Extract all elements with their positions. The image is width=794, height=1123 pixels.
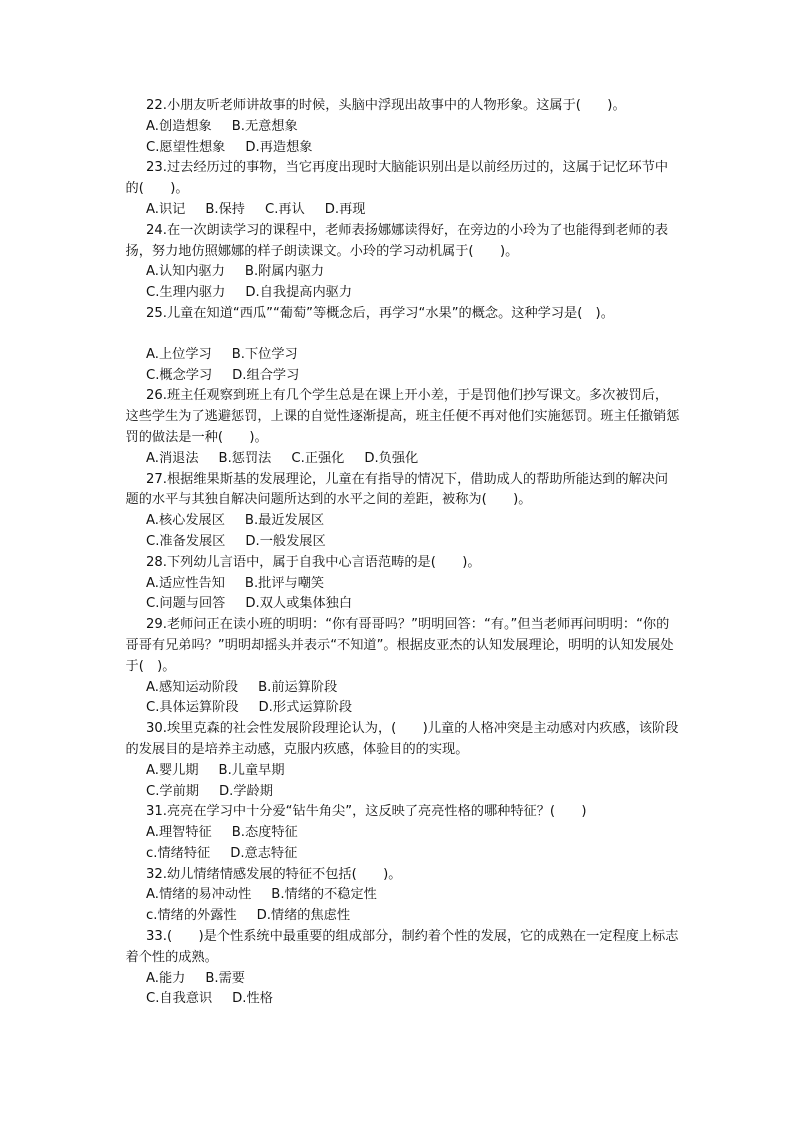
option-c: C.再认 bbox=[264, 201, 305, 217]
question-stem: 29.老师问正在读小班的明明：“你有哥哥吗？”明明回答：“有。”但当老师再问明明：“你的哥哥有兄弟吗？”明明却摇头并表示“不知道”。根据皮亚杰的认知发展理论，明明的认知发展处于( )。 bbox=[125, 617, 674, 674]
option-b: B.惩罚法 bbox=[218, 450, 272, 466]
question-stem: 25.儿童在知道“西瓜”“葡萄”等概念后，再学习“水果”的概念。这种学习是( )。 bbox=[146, 305, 614, 321]
option-a: A.认知内驱力 bbox=[146, 264, 225, 280]
option-d: D.一般发展区 bbox=[245, 533, 326, 549]
question-stem: 31.亮亮在学习中十分爱“钻牛角尖”，这反映了亮亮性格的哪种特征？( ) bbox=[146, 804, 587, 820]
question-stem: 23.过去经历过的事物，当它再度出现时大脑能识别出是以前经历过的，这属于记忆环节中的( )。 bbox=[125, 160, 669, 197]
question-31 bbox=[146, 802, 681, 864]
option-a: A.核心发展区 bbox=[146, 513, 225, 529]
option-row bbox=[146, 844, 681, 865]
option-row bbox=[146, 969, 681, 990]
option-c: C.自我意识 bbox=[146, 991, 213, 1007]
option-row bbox=[146, 678, 681, 699]
option-row bbox=[146, 823, 681, 844]
option-d: D.意志特征 bbox=[230, 845, 298, 861]
option-c: C.学前期 bbox=[146, 783, 199, 799]
option-a: A.识记 bbox=[146, 201, 186, 217]
blank-line bbox=[146, 325, 681, 345]
option-c: C.愿望性想象 bbox=[146, 139, 226, 155]
question-list bbox=[125, 96, 681, 1010]
option-c: C.生理内驱力 bbox=[146, 285, 226, 301]
option-d: D.学龄期 bbox=[218, 783, 273, 799]
option-row bbox=[146, 449, 681, 470]
question-stem: 22.小朋友听老师讲故事的时候，头脑中浮现出故事中的人物形象。这属于( )。 bbox=[146, 98, 626, 113]
option-d: D.组合学习 bbox=[232, 367, 300, 383]
option-row bbox=[146, 906, 681, 927]
option-d: D.情绪的焦虑性 bbox=[256, 908, 351, 924]
option-row bbox=[146, 594, 681, 615]
question-25 bbox=[146, 304, 681, 386]
option-a: A.婴儿期 bbox=[146, 762, 199, 778]
question-27 bbox=[125, 470, 681, 553]
option-c: c.情绪的外露性 bbox=[146, 908, 237, 924]
question-26 bbox=[125, 386, 681, 469]
option-b: B.附属内驱力 bbox=[244, 264, 325, 280]
option-b: B.情绪的不稳定性 bbox=[271, 887, 377, 903]
question-stem: 27.根据维果斯基的发展理论，儿童在有指导的情况下，借助成人的帮助所能达到的解决问题的水平与其独自解决问题所达到的水平之间的差距，被称为( )。 bbox=[125, 471, 669, 508]
question-23 bbox=[125, 158, 681, 220]
option-row bbox=[146, 989, 681, 1010]
option-b: B.下位学习 bbox=[231, 346, 298, 362]
question-29 bbox=[125, 615, 681, 719]
question-stem: 33.( )是个性系统中最重要的组成部分，制约着个性的发展，它的成熟在一定程度上标志着个性的成熟。 bbox=[125, 929, 679, 965]
option-row bbox=[146, 532, 681, 553]
option-row bbox=[146, 262, 681, 283]
option-b: B.儿童早期 bbox=[218, 762, 285, 778]
option-b: B.保持 bbox=[205, 201, 245, 217]
option-d: D.再造想象 bbox=[245, 139, 313, 155]
option-d: D.性格 bbox=[232, 991, 273, 1007]
option-c: c.情绪特征 bbox=[146, 845, 211, 861]
option-b: B.最近发展区 bbox=[244, 513, 325, 529]
option-a: A.情绪的易冲动性 bbox=[146, 887, 252, 903]
question-28 bbox=[146, 553, 681, 615]
option-d: D.负强化 bbox=[364, 450, 419, 466]
question-stem: 30.埃里克森的社会性发展阶段理论认为，( )儿童的人格冲突是主动感对内疚感，该阶段的发展目的是培养主动感，克服内疚感，体验目的的实现。 bbox=[125, 721, 679, 757]
option-row bbox=[146, 117, 681, 138]
question-stem: 32.幼儿情绪情感发展的特征不包括( )。 bbox=[146, 866, 402, 882]
option-a: A.能力 bbox=[146, 970, 186, 986]
option-row bbox=[146, 885, 681, 906]
option-a: A.感知运动阶段 bbox=[146, 679, 239, 695]
option-a: A.创造想象 bbox=[146, 118, 212, 134]
option-b: B.需要 bbox=[205, 970, 245, 986]
option-row bbox=[146, 698, 681, 719]
option-b: B.无意想象 bbox=[231, 118, 298, 134]
option-row bbox=[146, 574, 681, 595]
option-d: D.自我提高内驱力 bbox=[245, 285, 353, 301]
question-30 bbox=[125, 719, 681, 802]
option-row bbox=[146, 200, 681, 221]
question-stem: 28.下列幼儿言语中，属于自我中心言语范畴的是( )。 bbox=[146, 554, 481, 570]
question-stem: 24.在一次朗读学习的课程中，老师表扬娜娜读得好，在旁边的小玲为了也能得到老师的表扬，努力地仿照娜娜的样子朗读课文。小玲的学习动机属于( )。 bbox=[125, 222, 669, 259]
option-d: D.双人或集体独白 bbox=[245, 596, 353, 612]
option-d: D.再现 bbox=[324, 201, 366, 217]
option-row bbox=[146, 345, 681, 366]
option-a: A.上位学习 bbox=[146, 346, 212, 362]
question-stem: 26.班主任观察到班上有几个学生总是在课上开小差，于是罚他们抄写课文。多次被罚后，这些学生为了逃避惩罚，上课的自觉性逐渐提高，班主任便不再对他们实施惩罚。班主任撤销惩罚的做法是一种( )。 bbox=[125, 388, 680, 445]
option-a: A.理智特征 bbox=[146, 825, 212, 841]
option-a: A.适应性告知 bbox=[146, 575, 225, 591]
option-c: C.问题与回答 bbox=[146, 596, 226, 612]
option-b: B.态度特征 bbox=[231, 825, 298, 841]
option-c: C.准备发展区 bbox=[146, 533, 226, 549]
option-row bbox=[146, 782, 681, 803]
question-22 bbox=[146, 96, 681, 158]
option-row bbox=[146, 283, 681, 304]
question-33 bbox=[125, 927, 681, 1010]
question-32 bbox=[146, 865, 681, 927]
option-c: C.正强化 bbox=[291, 450, 345, 466]
option-d: D.形式运算阶段 bbox=[258, 700, 353, 716]
option-row bbox=[146, 511, 681, 532]
option-a: A.消退法 bbox=[146, 450, 199, 466]
option-b: B.批评与嘲笑 bbox=[244, 575, 325, 591]
option-row bbox=[146, 366, 681, 387]
question-24 bbox=[125, 221, 681, 304]
option-c: C.具体运算阶段 bbox=[146, 700, 239, 716]
option-row bbox=[146, 761, 681, 782]
option-c: C.概念学习 bbox=[146, 367, 213, 383]
option-row bbox=[146, 138, 681, 159]
option-b: B.前运算阶段 bbox=[258, 679, 338, 695]
